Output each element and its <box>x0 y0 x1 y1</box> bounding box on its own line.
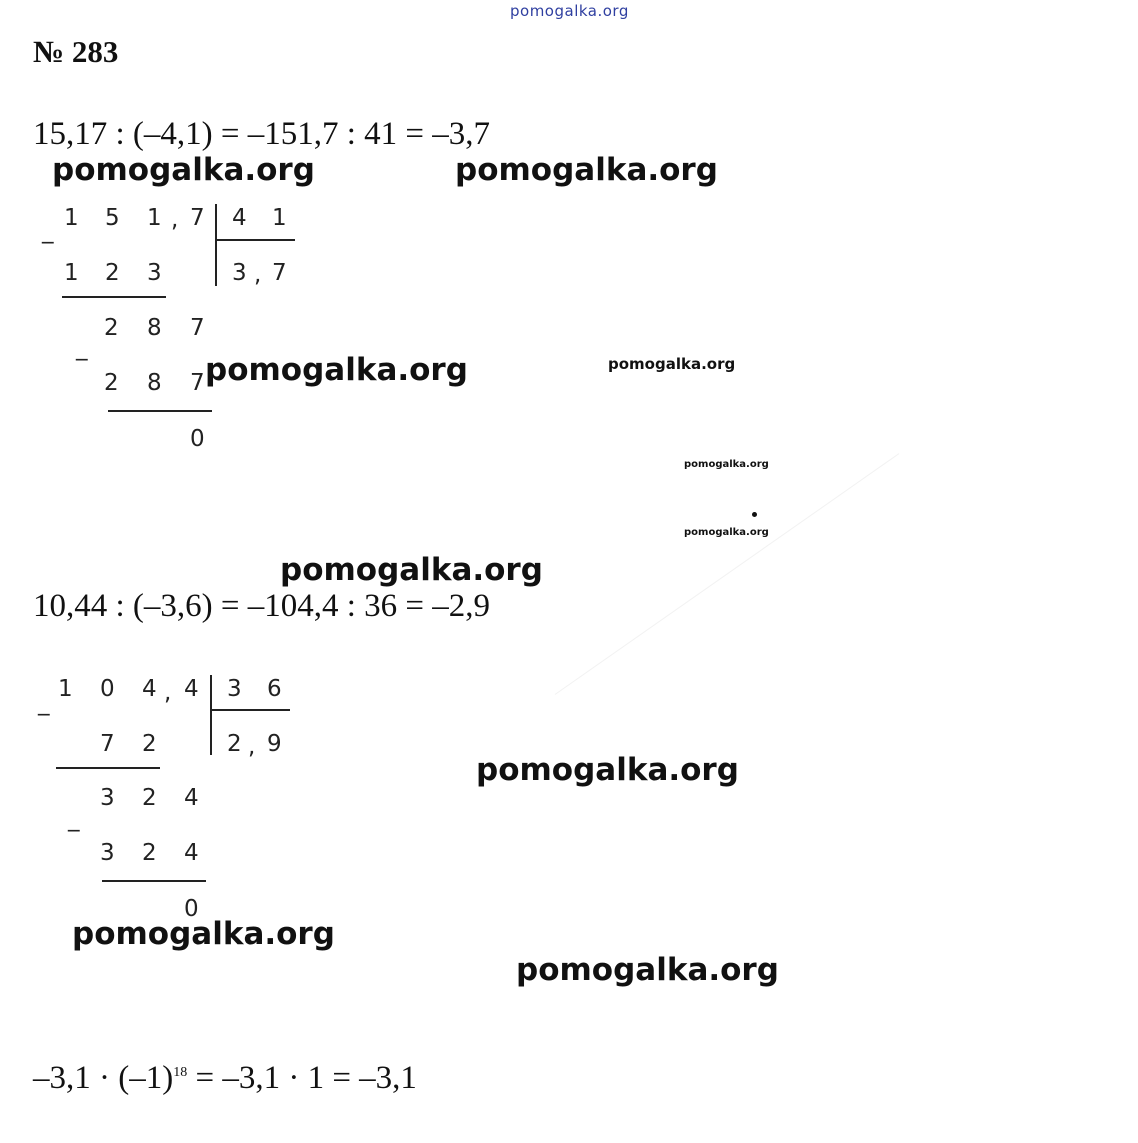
remainder-digit: 4 <box>184 785 199 811</box>
quotient-digit: 2 <box>227 731 242 757</box>
watermark: pomogalka.org <box>72 916 335 952</box>
subtrahend-digit: 1 <box>64 260 79 286</box>
watermark: pomogalka.org <box>476 752 739 788</box>
watermark: pomogalka.org <box>684 527 769 538</box>
subtraction-line <box>108 410 212 412</box>
subtrahend-digit: 3 <box>147 260 162 286</box>
quotient-line <box>215 239 295 241</box>
quotient-digit: 3 <box>232 260 247 286</box>
subtrahend-digit: 2 <box>142 840 157 866</box>
dividend-digit: 4 <box>184 676 199 702</box>
subtrahend-digit: 2 <box>142 731 157 757</box>
remainder-digit: 7 <box>190 315 205 341</box>
minus-sign: _ <box>38 690 50 716</box>
division-bar <box>215 204 217 286</box>
dividend-digit: 4 <box>142 676 157 702</box>
dividend-digit: 5 <box>105 205 120 231</box>
subtraction-line <box>102 880 206 882</box>
watermark: pomogalka.org <box>684 459 769 470</box>
watermark: pomogalka.org <box>205 352 468 388</box>
remainder-digit: 2 <box>142 785 157 811</box>
subtrahend-digit: 8 <box>147 370 162 396</box>
decimal-comma: , <box>171 207 179 233</box>
watermark: pomogalka.org <box>516 952 779 988</box>
problem-number: № 283 <box>33 34 119 69</box>
decimal-comma: , <box>248 734 256 760</box>
watermark: pomogalka.org <box>455 152 718 188</box>
quotient-line <box>210 709 290 711</box>
remainder-digit: 2 <box>104 315 119 341</box>
dividend-digit: 0 <box>100 676 115 702</box>
watermark: pomogalka.org <box>608 355 736 373</box>
subtrahend-digit: 4 <box>184 840 199 866</box>
equation-2: 10,44 : (–3,6) = –104,4 : 36 = –2,9 <box>33 588 491 624</box>
equation-3-right: = –3,1 · 1 = –3,1 <box>187 1060 417 1096</box>
remainder-digit: 8 <box>147 315 162 341</box>
subtraction-line <box>56 767 160 769</box>
subtrahend-digit: 7 <box>100 731 115 757</box>
exponent: 18 <box>173 1065 188 1080</box>
equation-3 <box>33 1060 417 1097</box>
watermark: pomogalka.org <box>52 152 315 188</box>
equation-1: 15,17 : (–4,1) = –151,7 : 41 = –3,7 <box>33 116 491 152</box>
minus-sign: _ <box>68 806 80 832</box>
watermark: pomogalka.org <box>280 552 543 588</box>
dividend-digit: 1 <box>64 205 79 231</box>
quotient-digit: 9 <box>267 731 282 757</box>
subtraction-line <box>62 296 166 298</box>
remainder-digit: 3 <box>100 785 115 811</box>
decimal-comma: , <box>254 262 262 288</box>
subtrahend-digit: 3 <box>100 840 115 866</box>
divisor-digit: 1 <box>272 205 287 231</box>
dot-mark <box>752 512 757 517</box>
dividend-digit: 1 <box>147 205 162 231</box>
divisor-digit: 4 <box>232 205 247 231</box>
subtrahend-digit: 2 <box>105 260 120 286</box>
division-bar <box>210 675 212 755</box>
divisor-digit: 6 <box>267 676 282 702</box>
decimal-comma: , <box>164 680 172 706</box>
minus-sign: _ <box>76 335 88 361</box>
site-link[interactable]: pomogalka.org <box>510 2 629 20</box>
result-digit: 0 <box>184 896 199 922</box>
divisor-digit: 3 <box>227 676 242 702</box>
quotient-digit: 7 <box>272 260 287 286</box>
equation-3-left: –3,1 · (–1) <box>33 1060 174 1096</box>
dividend-digit: 7 <box>190 205 205 231</box>
subtrahend-digit: 7 <box>190 370 205 396</box>
subtrahend-digit: 2 <box>104 370 119 396</box>
dividend-digit: 1 <box>58 676 73 702</box>
result-digit: 0 <box>190 426 205 452</box>
minus-sign: _ <box>42 218 54 244</box>
